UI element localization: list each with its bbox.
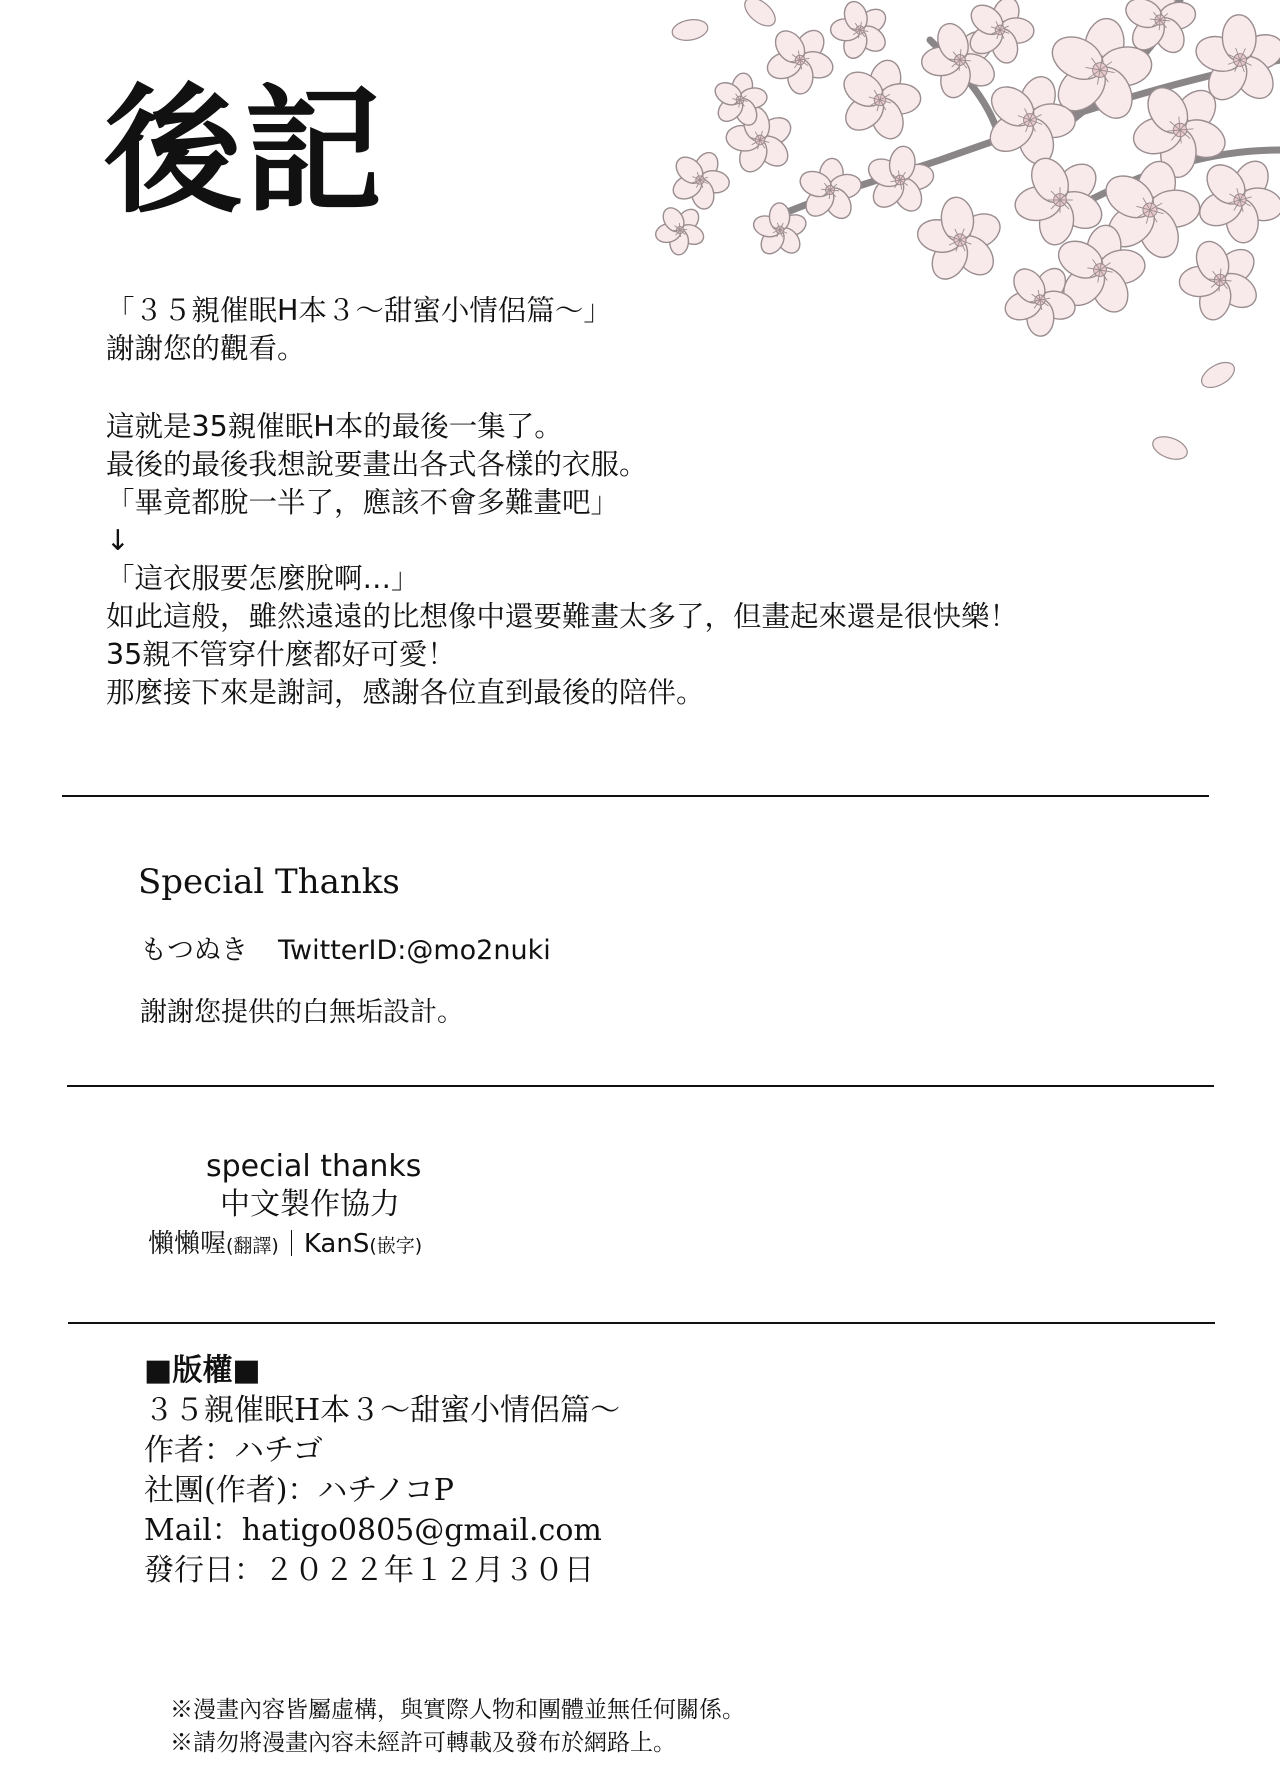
message-line: 如此這般，雖然遠遠的比想像中還要難畫太多了，但畫起來還是很快樂！ (106, 600, 1019, 633)
chinese-team-heading: special thanks (206, 1149, 422, 1184)
blossom (954, 0, 1045, 75)
artist-name: もつぬき (140, 935, 248, 966)
falling-petal (671, 17, 710, 43)
blossom (643, 194, 716, 267)
circle-line: 社團(作者)：ハチノコP (144, 1473, 454, 1508)
special-thanks-heading: Special Thanks (138, 862, 400, 902)
blossom (659, 140, 741, 220)
branch (930, 40, 1000, 140)
message-line: 「這衣服要怎麼脫啊…」 (106, 562, 420, 595)
chinese-team-staff (148, 1226, 422, 1264)
blossom (750, 12, 849, 110)
copyright-heading: ■版權■ (144, 1353, 261, 1388)
section-divider (62, 795, 1209, 797)
blossom (1178, 140, 1280, 261)
message-line: 那麼接下來是謝詞，感謝各位直到最後的陪伴。 (106, 676, 705, 709)
copyright-block (144, 1351, 620, 1591)
branch (1060, 0, 1180, 130)
blossom (712, 92, 808, 189)
blossom (969, 61, 1091, 180)
message-blank-line (106, 368, 1186, 408)
chinese-team-subheading: 中文製作協力 (220, 1187, 400, 1222)
blossom (1036, 9, 1163, 132)
message-line: 謝謝您的觀看。 (106, 332, 306, 365)
typesetter-name: KanS (303, 1229, 370, 1259)
staff-separator (291, 1230, 292, 1256)
message-line: 「畢竟都脫一半了，應該不會多難畫吧」 (106, 486, 620, 519)
author-line: 作者：ハチゴ (144, 1433, 323, 1468)
blossom (1180, 0, 1280, 121)
disclaimer-notes (170, 1694, 745, 1760)
message-line: 這就是35親催眠H本的最後一集了。 (106, 410, 563, 443)
translator-name: 懶懶喔 (148, 1229, 227, 1259)
section-divider (67, 1085, 1214, 1087)
blossom (993, 134, 1126, 267)
branch (780, 60, 1280, 215)
blossom-branches (780, 0, 1280, 215)
blossom (817, 0, 902, 73)
mail-line: Mail：hatigo0805@gmail.com (144, 1513, 602, 1548)
artist-thanks-note: 謝謝您提供的白無垢設計。 (140, 997, 464, 1028)
blossom (903, 4, 1015, 117)
blossom (707, 68, 773, 132)
section-divider (68, 1322, 1215, 1324)
publish-date: 發行日：２０２２年１２月３０日 (144, 1553, 594, 1588)
disclaimer-fiction: ※漫畫內容皆屬虛構，與實際人物和團體並無任何關係。 (170, 1697, 745, 1723)
disclaimer-reprint: ※請勿將漫畫內容未經許可轉載及發布於網路上。 (170, 1730, 676, 1756)
artist-twitter-id: TwitterID:@mo2nuki (278, 935, 551, 966)
page-title: 後記 (104, 69, 385, 232)
artist-credit (140, 933, 551, 969)
falling-petal (740, 0, 780, 31)
blossom (794, 156, 867, 226)
blossom (827, 49, 932, 151)
typesetter-role: (嵌字) (369, 1235, 423, 1257)
blossom (859, 139, 939, 222)
message-line: 最後的最後我想說要畫出各式各樣的衣服。 (106, 448, 648, 481)
blossom (1086, 148, 1214, 273)
blossom (1110, 61, 1249, 200)
message-line: 「３５親催眠H本３～甜蜜小情侶篇～」 (106, 294, 612, 327)
blossom (744, 194, 815, 267)
message-arrow: ↓ (106, 524, 130, 557)
afterword-message (106, 292, 1186, 712)
translator-role: (翻譯) (226, 1235, 279, 1257)
book-title: ３５親催眠H本３～甜蜜小情侶篇～ (144, 1393, 621, 1428)
falling-petal (1197, 357, 1238, 392)
blossom (901, 180, 1019, 300)
branch (1090, 150, 1280, 200)
blossom (1118, 0, 1201, 60)
message-line: 35親不管穿什麼都好可愛！ (106, 638, 456, 671)
